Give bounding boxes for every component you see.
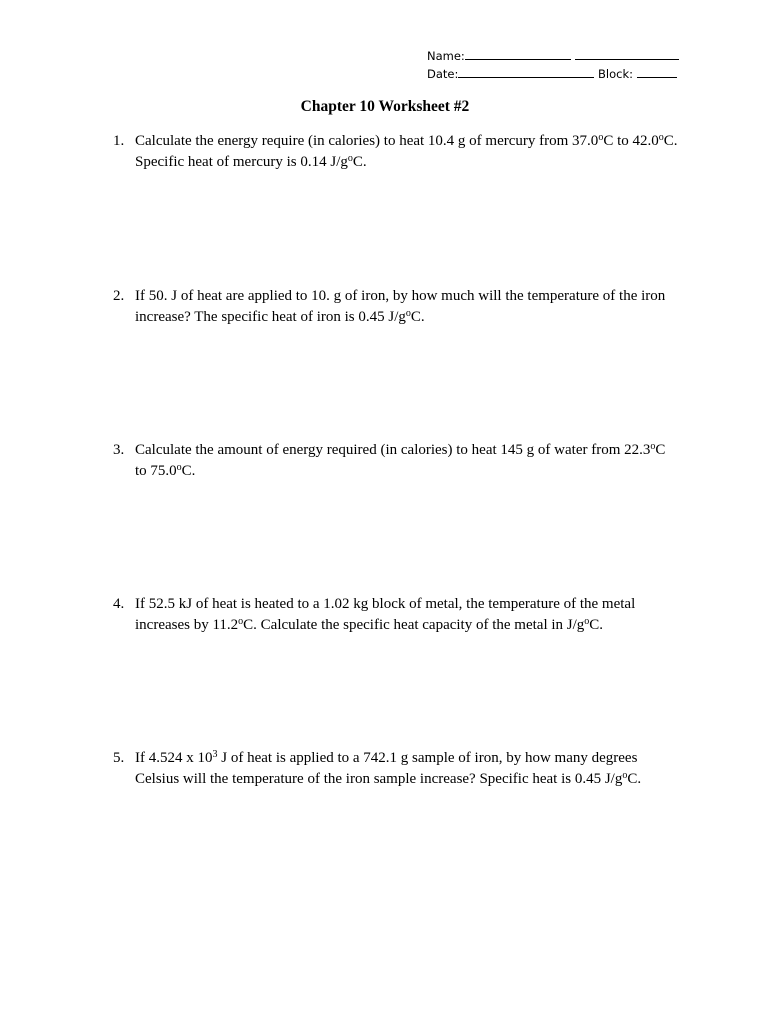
question-3 xyxy=(113,440,678,482)
question-text: If 52.5 kJ of heat is heated to a 1.02 kg block of metal, the temperature of the metal increases by 11.2$^o$C. Calculate the specific heat capacity of the metal in $J/g^oC$. xyxy=(135,596,636,633)
question-number: 5. xyxy=(113,750,125,766)
question-2 xyxy=(113,286,678,328)
degree-symbol: o xyxy=(598,132,604,143)
degree-symbol: o xyxy=(658,132,664,143)
block-blank-field[interactable] xyxy=(637,66,677,78)
name-blank-field-2[interactable] xyxy=(575,48,679,60)
student-info-header xyxy=(427,47,679,83)
question-text: If 4.524 x $10^3$ J of heat is applied to a 742.1 g sample of iron, by how many degrees Celsius will the temperature of the iron sample increase? Specific heat is 0.45 $J/g^oC$. xyxy=(135,749,642,787)
question-1 xyxy=(113,131,678,173)
date-label: Date: xyxy=(427,67,459,81)
date-block-line xyxy=(427,65,679,83)
question-text: Calculate the amount of energy required (in calories) to heat 145 g of water from 22.3$^o$C to 75.0$^o$C. xyxy=(135,441,666,479)
degree-symbol: o xyxy=(405,308,411,319)
date-blank-field[interactable] xyxy=(458,66,594,78)
degree-symbol: o xyxy=(176,462,182,473)
exponent: 3 xyxy=(212,749,218,760)
degree-symbol: o xyxy=(347,153,353,164)
question-number: 4. xyxy=(113,596,125,612)
question-number: 3. xyxy=(113,442,125,458)
name-line xyxy=(427,47,679,65)
degree-symbol: o xyxy=(584,616,590,627)
question-text: Calculate the energy require (in calories) to heat 10.4 g of mercury from 37.0$^o$C to 42.0$^o$C. Specific heat of mercury is 0.14 $J/g^oC$. xyxy=(135,132,678,170)
question-number: 2. xyxy=(113,288,125,304)
degree-symbol: o xyxy=(238,616,244,627)
question-5 xyxy=(113,748,678,790)
question-text: If 50. J of heat are applied to 10. g of iron, by how much will the temperature of the iron increase? The specific heat of iron is 0.45 $J/g^oC$. xyxy=(135,288,666,325)
question-4 xyxy=(113,594,678,636)
worksheet-title: Chapter 10 Worksheet #2 xyxy=(300,98,470,115)
question-number: 1. xyxy=(113,133,125,149)
degree-symbol: o xyxy=(650,441,656,452)
name-blank-field[interactable] xyxy=(465,48,571,60)
degree-symbol: o xyxy=(622,770,628,781)
name-label: Name: xyxy=(427,49,465,63)
block-label: Block: xyxy=(598,67,634,81)
